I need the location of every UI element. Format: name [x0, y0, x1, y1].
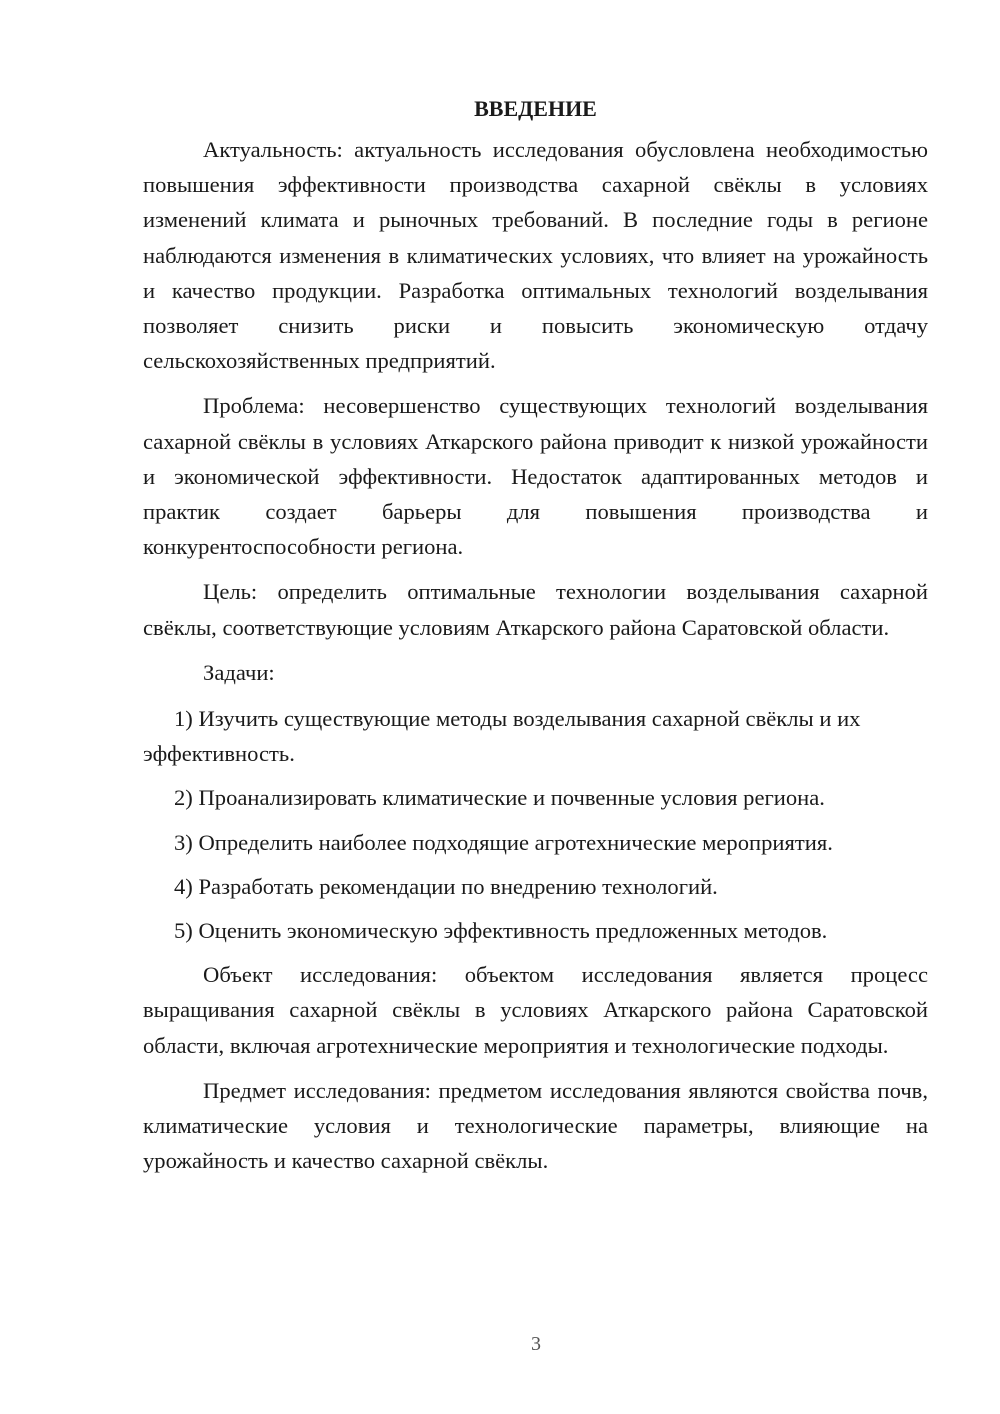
tasks-list: [143, 701, 928, 948]
paragraph-problem: Проблема: несовершенство существующих технологий возделывания сахарной свёклы в условиях Аткарского района приводит к низкой урожайности и экономической эффективности. Недостаток адаптированных методов и практик создает барьеры для повышения производства и конкурентоспособности региона.: [143, 393, 928, 560]
paragraph-goal: Цель: определить оптимальные технологии возделывания сахарной свёклы, соответствующие условиям Аткарского района Саратовской области.: [143, 579, 928, 640]
section-heading: ВВЕДЕНИЕ: [474, 96, 597, 121]
paragraph-relevance: Актуальность: актуальность исследования обусловлена необходимостью повышения эффективности производства сахарной свёклы в условиях изменений климата и рыночных требований. В последние годы в регионе наблюдаются изменения в климатических условиях, что влияет на урожайность и качество продукции. Разработка оптимальных технологий возделывания позволяет снизить риски и повысить экономическую отдачу сельскохозяйственных предприятий.: [143, 137, 928, 374]
task-item-3: 3) Определить наиболее подходящие агротехнические мероприятия.: [174, 829, 833, 855]
paragraph-object: Объект исследования: объектом исследования является процесс выращивания сахарной свёклы в условиях Аткарского района Саратовской области, включая агротехнические мероприятия и технологические подходы.: [143, 962, 928, 1058]
tasks-label: Задачи:: [203, 659, 275, 685]
task-item-4: 4) Разработать рекомендации по внедрению технологий.: [174, 873, 718, 899]
task-item-5: 5) Оценить экономическую эффективность предложенных методов.: [174, 918, 828, 944]
page-number: 3: [531, 1333, 541, 1355]
document-page: [143, 92, 928, 1188]
paragraph-subject: Предмет исследования: предметом исследования являются свойства почв, климатические условия и технологические параметры, влияющие на урожайность и качество сахарной свёклы.: [143, 1077, 928, 1174]
task-item-1: 1) Изучить существующие методы возделывания сахарной свёклы и их эффективность.: [143, 706, 861, 767]
task-item-2: 2) Проанализировать климатические и почвенные условия региона.: [174, 785, 825, 811]
